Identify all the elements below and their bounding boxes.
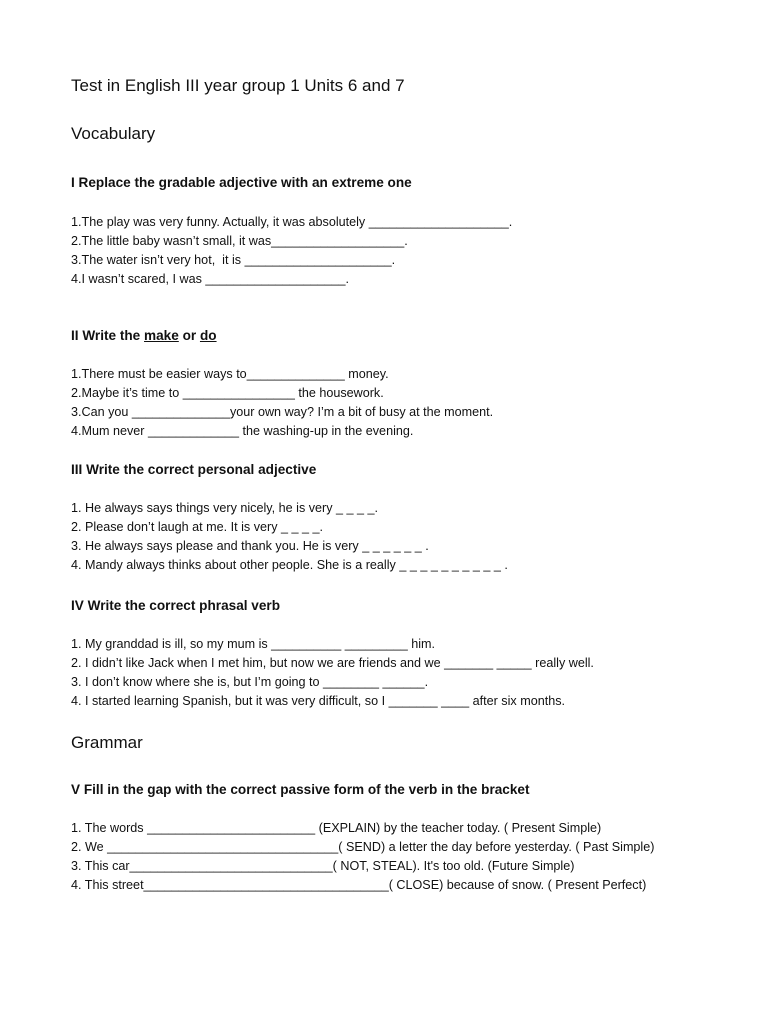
page-title: Test in English III year group 1 Units 6 and 7 [71, 76, 405, 95]
task-2-list [71, 365, 493, 441]
task-1-list [71, 213, 512, 289]
section-heading-vocabulary: Vocabulary [71, 124, 156, 143]
task-4-list [71, 635, 594, 711]
task-2-heading-prefix: II Write the [71, 328, 145, 343]
task-5-item: 1. The words ________________________ (EXPLAIN) by the teacher today. ( Present Simple) [71, 821, 602, 835]
task-1-item: 4.I wasn’t scared, I was ____________________. [71, 272, 349, 286]
task-3-list [71, 499, 508, 575]
task-1-item: 3.The water isn’t very hot, it is _____________________. [71, 253, 396, 267]
task-1-item: 2.The little baby wasn’t small, it was___________________. [71, 234, 408, 248]
task-3-item: 4. Mandy always thinks about other people. She is a really _ _ _ _ _ _ _ _ _ _ . [71, 558, 508, 572]
task-5-heading: V Fill in the gap with the correct passive form of the verb in the bracket [71, 782, 530, 797]
task-5-item: 3. This car_____________________________( NOT, STEAL). It's too old. (Future Simple) [71, 859, 575, 873]
task-2-item: 2.Maybe it’s time to ________________ the housework. [71, 386, 384, 400]
task-4-item: 3. I don’t know where she is, but I’m going to ________ ______. [71, 675, 429, 689]
task-5-item: 4. This street___________________________________( CLOSE) because of snow. ( Present Perfect) [71, 878, 647, 892]
task-2-heading-do: do [199, 328, 217, 343]
task-2-item: 1.There must be easier ways to______________ money. [71, 367, 389, 381]
task-2-item: 4.Mum never _____________ the washing-up in the evening. [71, 424, 414, 438]
task-4-item: 1. My granddad is ill, so my mum is __________ _________ him. [71, 637, 436, 651]
task-4-item: 2. I didn’t like Jack when I met him, but now we are friends and we _______ _____ really well. [71, 656, 594, 670]
task-3-item: 3. He always says please and thank you. He is very _ _ _ _ _ _ . [71, 539, 429, 553]
task-2-heading [71, 328, 217, 343]
task-5-list [71, 819, 654, 895]
task-1-heading: I Replace the gradable adjective with an extreme one [71, 175, 412, 190]
section-heading-grammar: Grammar [71, 733, 143, 752]
task-3-heading: III Write the correct personal adjective [71, 462, 317, 477]
task-4-item: 4. I started learning Spanish, but it was very difficult, so I _______ ____ after six months. [71, 694, 565, 708]
task-3-item: 1. He always says things very nicely, he is very _ _ _ _. [71, 501, 379, 515]
task-2-heading-or: or [178, 328, 200, 343]
task-3-item: 2. Please don’t laugh at me. It is very _ _ _ _. [71, 520, 324, 534]
task-1-item: 1.The play was very funny. Actually, it was absolutely ____________________. [71, 215, 513, 229]
task-5-item: 2. We _________________________________( SEND) a letter the day before yesterday. ( Past Simple) [71, 840, 655, 854]
task-4-heading: IV Write the correct phrasal verb [71, 598, 281, 613]
task-2-heading-make: make [144, 328, 179, 343]
task-2-item: 3.Can you ______________your own way? I’m a bit of busy at the moment. [71, 405, 494, 419]
